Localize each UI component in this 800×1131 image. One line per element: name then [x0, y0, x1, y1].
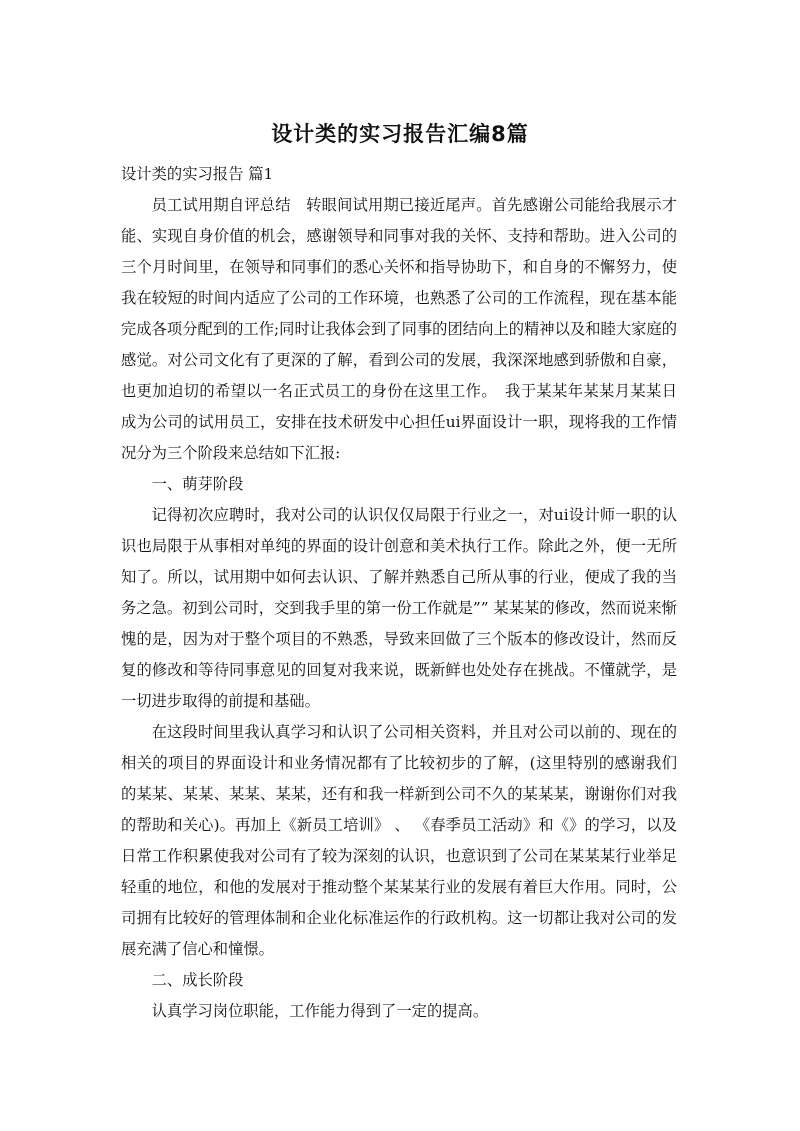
- paragraph-growth-1: 认真学习岗位职能，工作能力得到了一定的提高。: [151, 1002, 489, 1020]
- section-subheading: 设计类的实习报告 篇1: [121, 165, 274, 183]
- paragraph-sprout-2: 在这段时间里我认真学习和认识了公司相关资料，并且对公司以前的、现在的相关的项目的界面设计和业务情况都有了比较初步的了解，(这里特别的感谢我们的某某、某某、某某、某某，还有和我一样新到公司不久的某某某，谢谢你们对我的帮助和关心)。再加上《新员工培训》 、 《春季员工活动》和《》的学习，以及日常工作积累使我对公司有了较为深刻的认识，也意识到了公司在某某某行业举足轻重的地位，和他的发展对于推动整个某某某行业的发展有着巨大作用。同时，公司拥有比较好的管理体制和企业化标准运作的行政机构。这一切都让我对公司的发展充满了信心和憧憬。: [121, 723, 677, 958]
- paragraph-intro: 员工试用期自评总结 转眼间试用期已接近尾声。首先感谢公司能给我展示才能、实现自身价值的机会，感谢领导和同事对我的关怀、支持和帮助。进入公司的三个月时间里，在领导和同事们的悉心关怀和指导协助下，和自身的不懈努力，使我在较短的时间内适应了公司的工作环境，也熟悉了公司的工作流程，现在基本能完成各项分配到的工作;同时让我体会到了同事的团结向上的精神以及和睦大家庭的感觉。对公司文化有了更深的了解，看到公司的发展，我深深地感到骄傲和自豪，也更加迫切的希望以一名正式员工的身份在这里工作。 我于某某年某某月某某日成为公司的试用员工，安排在技术研发中心担任ui界面设计一职，现将我的工作情况分为三个阶段来总结如下汇报:: [121, 196, 677, 462]
- section-heading-growth: 二、成长阶段: [151, 971, 244, 989]
- document-body: [121, 159, 677, 1027]
- document-title: 设计类的实习报告汇编8篇: [271, 122, 529, 146]
- section-heading-sprout: 一、萌芽阶段: [151, 475, 244, 493]
- paragraph-sprout-1: 记得初次应聘时，我对公司的认识仅仅局限于行业之一，对ui设计师一职的认识也局限于从事相对单纯的界面的设计创意和美术执行工作。除此之外，便一无所知了。所以，试用期中如何去认识、了解并熟悉自己所从事的行业，便成了我的当务之急。初到公司时，交到我手里的第一份工作就是”” 某某某的修改，然而说来惭愧的是，因为对于整个项目的不熟悉，导致来回做了三个版本的修改设计，然而反复的修改和等待同事意见的回复对我来说，既新鲜也处处存在挑战。不懂就学，是一切进步取得的前提和基础。: [121, 506, 677, 710]
